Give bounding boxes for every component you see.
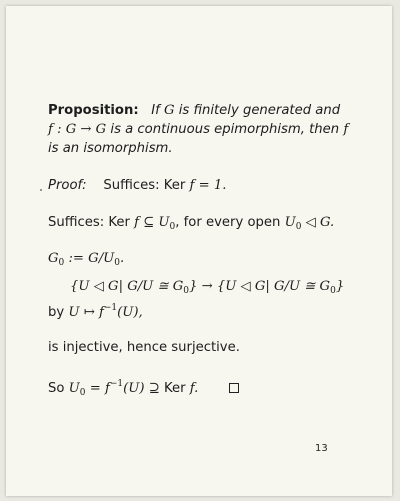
by-line: by U ↦ $f^{-1}(U)$, bbox=[48, 303, 143, 320]
proposition-line-2: f : G → G is a continuous epimorphism, then f bbox=[48, 122, 349, 137]
conclusion-line: So $U_0 = f^{-1}(U)$ ⊇ Ker f. bbox=[48, 375, 368, 403]
qed-square-icon bbox=[229, 383, 239, 393]
paper-speck bbox=[40, 189, 42, 191]
proposition-label: Proposition: bbox=[48, 103, 139, 118]
suffices-line: Suffices: Ker f ⊆ $U_0$, for every open $U_0$ ◁ G. bbox=[48, 215, 335, 232]
injective-line: is injective, hence surjective. bbox=[48, 340, 240, 355]
proposition-line-3: is an isomorphism. bbox=[48, 141, 173, 156]
map-line: {U ◁ G| G/U ≅ $G_0\} \to \{U$ ◁ G| G/U ≅ $G_0$} bbox=[70, 279, 345, 296]
proof-label: Proof: bbox=[48, 178, 87, 193]
page-number: 13 bbox=[315, 443, 328, 454]
definition-line: $G_0$ := $G/U_0$. bbox=[48, 251, 125, 268]
proof-line: Proof: Suffices: Ker f = 1. bbox=[48, 178, 227, 193]
document-page bbox=[6, 6, 392, 496]
proposition-line-1: Proposition: If G is finitely generated and bbox=[48, 103, 341, 118]
